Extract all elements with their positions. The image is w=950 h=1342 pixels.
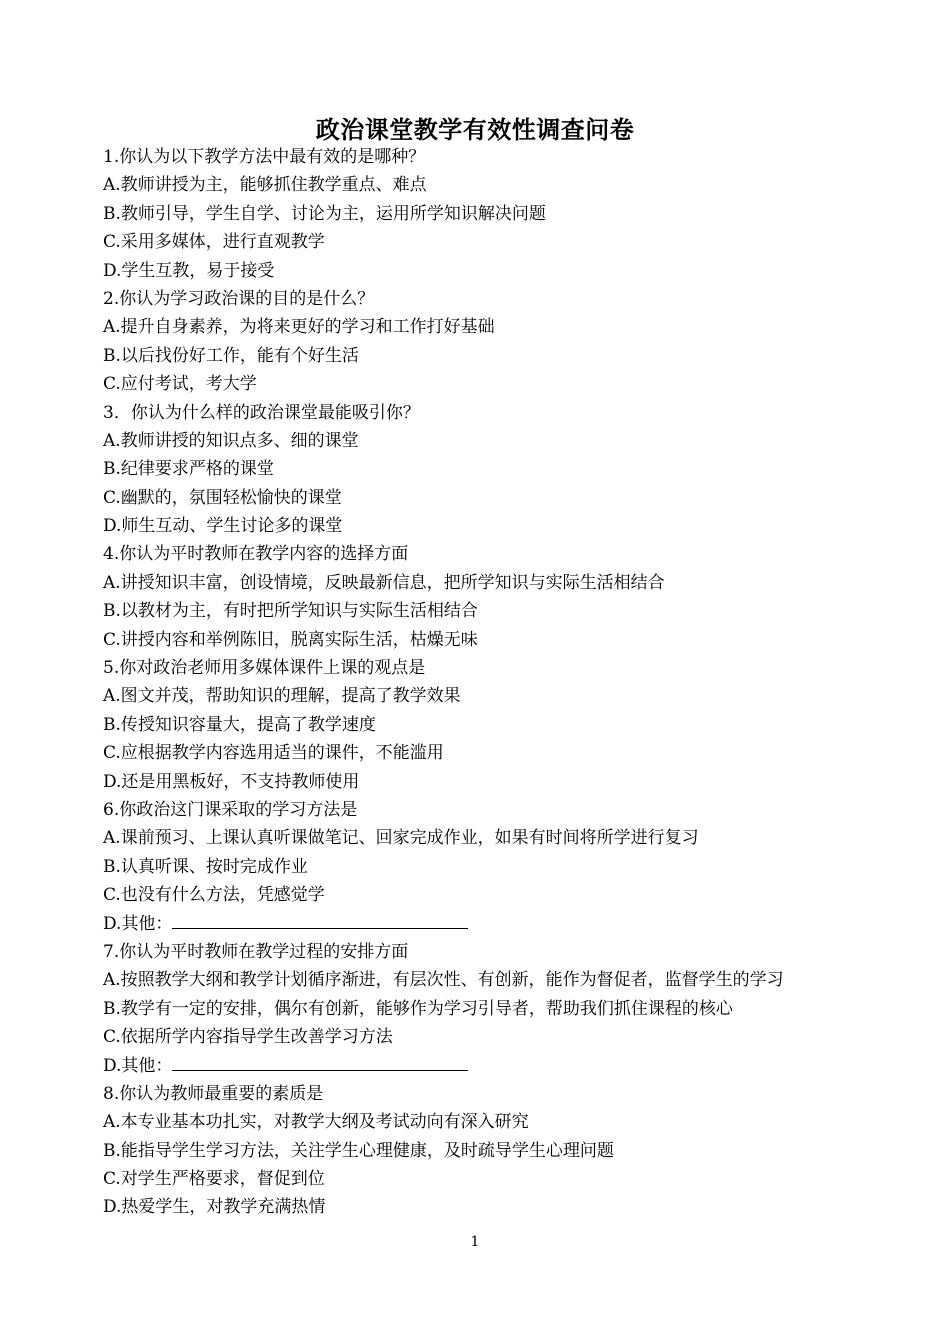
option-text: A.教师讲授为主，能够抓住教学重点、难点 [103, 175, 427, 196]
question-text: 7.你认为平时教师在教学过程的安排方面 [103, 941, 409, 962]
option-line [103, 824, 863, 852]
option-text: C.依据所学内容指导学生改善学习方法 [103, 1027, 393, 1048]
page-number: 1 [470, 1234, 480, 1250]
question-line [103, 796, 863, 824]
option-text: B.以教材为主，有时把所学知识与实际生活相结合 [103, 601, 478, 622]
question-text: 5.你对政治老师用多媒体课件上课的观点是 [103, 658, 426, 679]
fill-in-blank-line[interactable] [172, 910, 468, 929]
option-text: B.教师引导，学生自学、讨论为主，运用所学知识解决问题 [103, 203, 546, 224]
question-line [103, 540, 863, 568]
option-text: C.采用多媒体，进行直观教学 [103, 232, 325, 253]
option-line [103, 995, 863, 1023]
option-line [103, 512, 863, 540]
option-line [103, 597, 863, 625]
question-text: 1.你认为以下教学方法中最有效的是哪种？ [103, 147, 426, 167]
option-line [103, 569, 863, 597]
option-line [103, 171, 863, 199]
option-text: D.学生互教，易于接受 [103, 260, 275, 281]
option-text: D.还是用黑板好，不支持教师使用 [103, 771, 360, 792]
option-text: C.讲授内容和举例陈旧，脱离实际生活，枯燥无味 [103, 629, 478, 650]
option-text: D.其他： [103, 1055, 173, 1076]
option-text: A.讲授知识丰富，创设情境，反映最新信息，把所学知识与实际生活相结合 [103, 572, 665, 593]
option-text: A.图文并茂，帮助知识的理解，提高了教学效果 [103, 686, 461, 707]
option-line [103, 228, 863, 256]
option-line [103, 1052, 863, 1080]
option-line [103, 966, 863, 994]
option-text: C.也没有什么方法，凭感觉学 [103, 885, 325, 906]
option-line [103, 853, 863, 881]
option-line [103, 427, 863, 455]
question-line [103, 143, 863, 171]
fill-in-blank-line[interactable] [172, 1052, 468, 1071]
option-text: C.对学生严格要求，督促到位 [103, 1169, 325, 1190]
option-text: D.其他： [103, 913, 173, 934]
option-line [103, 370, 863, 398]
option-text: C.应根据教学内容选用适当的课件，不能滥用 [103, 743, 444, 764]
option-line [103, 1193, 863, 1221]
option-line [103, 910, 863, 938]
option-line [103, 1023, 863, 1051]
question-text: 3．你认为什么样的政治课堂最能吸引你？ [103, 402, 420, 423]
option-text: B.纪律要求严格的课堂 [103, 459, 274, 480]
question-line [103, 399, 863, 427]
option-text: D.师生互动、学生讨论多的课堂 [103, 516, 343, 537]
option-text: A.课前预习、上课认真听课做笔记、回家完成作业，如果有时间将所学进行复习 [103, 828, 699, 849]
question-text: 6.你政治这门课采取的学习方法是 [103, 799, 358, 820]
option-line [103, 484, 863, 512]
option-line [103, 1137, 863, 1165]
option-line [103, 739, 863, 767]
option-text: B.传授知识容量大，提高了教学速度 [103, 714, 376, 735]
option-text: C.幽默的，氛围轻松愉快的课堂 [103, 487, 342, 508]
question-line [103, 654, 863, 682]
question-text: 8.你认为教师最重要的素质是 [103, 1083, 324, 1104]
option-text: D.热爱学生，对教学充满热情 [103, 1197, 326, 1218]
option-text: B.以后找份好工作，能有个好生活 [103, 345, 359, 366]
question-line [103, 938, 863, 966]
option-line [103, 257, 863, 285]
option-line [103, 682, 863, 710]
option-text: A.提升自身素养，为将来更好的学习和工作打好基础 [103, 317, 495, 338]
option-text: A.按照教学大纲和教学计划循序渐进，有层次性、有创新，能作为督促者，监督学生的学习 [103, 970, 784, 991]
option-line [103, 1165, 863, 1193]
option-line [103, 626, 863, 654]
questionnaire-body [103, 143, 863, 1222]
option-text: B.认真听课、按时完成作业 [103, 856, 308, 877]
option-text: A.教师讲授的知识点多、细的课堂 [103, 430, 359, 451]
option-line [103, 200, 863, 228]
document-title: 政治课堂教学有效性调查问卷 [315, 115, 635, 144]
option-text: B.教学有一定的安排，偶尔有创新，能够作为学习引导者，帮助我们抓住课程的核心 [103, 998, 733, 1019]
option-text: C.应付考试，考大学 [103, 374, 257, 395]
option-text: B.能指导学生学习方法，关注学生心理健康，及时疏导学生心理问题 [103, 1140, 614, 1161]
option-line [103, 768, 863, 796]
option-line [103, 1108, 863, 1136]
question-line [103, 1080, 863, 1108]
option-line [103, 342, 863, 370]
option-line [103, 455, 863, 483]
option-line [103, 881, 863, 909]
option-line [103, 711, 863, 739]
question-text: 2.你认为学习政治课的目的是什么？ [103, 288, 375, 309]
option-line [103, 313, 863, 341]
question-text: 4.你认为平时教师在教学内容的选择方面 [103, 544, 409, 565]
question-line [103, 285, 863, 313]
option-text: A.本专业基本功扎实，对教学大纲及考试动向有深入研究 [103, 1112, 529, 1133]
